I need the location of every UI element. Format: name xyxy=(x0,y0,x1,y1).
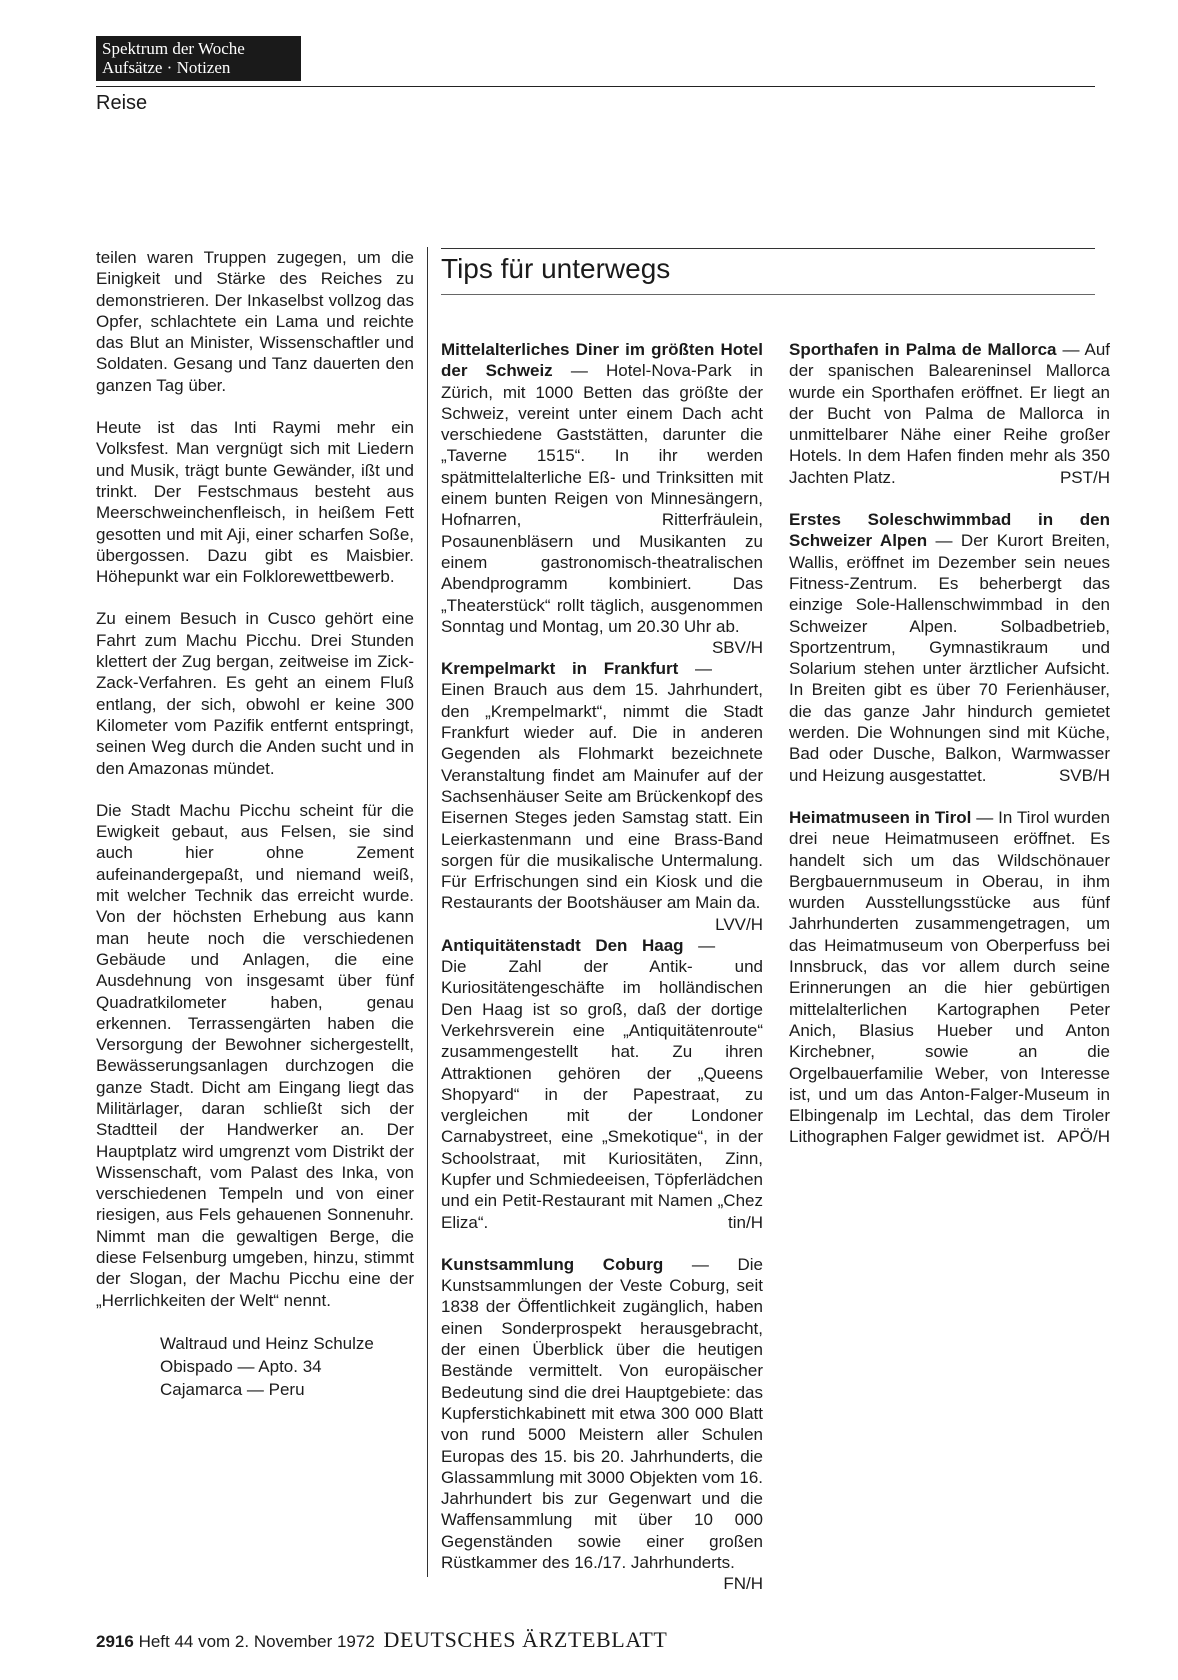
tips-column-left xyxy=(441,339,763,1595)
tip-heading: Sporthafen in Palma de Mallorca xyxy=(789,340,1057,359)
tip-body: — Die Kunstsammlungen der Veste Coburg, seit 1838 der Öffentlichkeit zugänglich, haben einen Sonderprospekt herausgebracht, der einen Überblick über die heutigen Bestände vermittelt. Von europäischer Bedeutung sind die drei Hauptgebiete: das Kupferstichkabinett mit etwa 300 000 Blatt von rund 5000 Meistern aller Schulen Europas des 15. bis 20. Jahrhunderts, die Glassammlung mit 3000 Objekten vom 16. Jahrhundert bis zur Gegenwart und die Waffensammlung mit über 10 000 Gegenständen sowie einer großen Rüstkammer des 16./17. Jahrhunderts. xyxy=(441,1254,763,1573)
tip-item xyxy=(789,509,1110,786)
tip-heading: Heimatmuseen in Tirol xyxy=(789,807,972,827)
tip-heading: Antiquitätenstadt Den Haag xyxy=(441,935,684,955)
tip-source: tin/H xyxy=(728,1212,763,1232)
page-number: 2916 xyxy=(96,1632,134,1651)
tip-source: APÖ/H xyxy=(1057,1127,1110,1147)
tip-body: — Hotel-Nova-Park in Zürich, mit 1000 Betten das größte der Schweiz, vereint unter einem Dach acht verschiedene Gaststätten, darunter die „Taverne 1515“. In ihr werden spätmittelalterliche Eß- und Trinksitten mit einem bunten Reigen von Minnesängern, Hofnarren, Ritterfräulein, Posaunenbläsern und Musikanten zu einem gastronomisch-theatralischen Abendprogramm kombiniert. Das „Theaterstück“ rollt täglich, ausgenommen Sonntag und Montag, um 20.30 Uhr ab. xyxy=(441,361,763,636)
paragraph: Zu einem Besuch in Cusco gehört eine Fahrt zum Machu Picchu. Drei Stunden klettert der Zug bergan, zeitweise im Zick-Zack-Verfahren. Es geht an einem Fluß entlang, der sich, obwohl er keine 300 Kilometer vom Pazifik entfernt entspringt, seinen Weg durch die Anden sucht und in den Amazonas mündet. xyxy=(96,609,414,778)
issue-info: Heft 44 vom 2. November 1972 xyxy=(138,1632,375,1651)
page-footer xyxy=(96,1627,667,1653)
tips-title-rule xyxy=(441,294,1095,295)
tip-source: FN/H xyxy=(723,1574,763,1594)
article-column xyxy=(96,247,414,1401)
journal-name: DEUTSCHES ÄRZTEBLATT xyxy=(383,1627,668,1652)
rubric-line-1: Spektrum der Woche xyxy=(102,39,245,58)
tip-body: — Einen Brauch aus dem 15. Jahrhundert, den „Krempelmarkt“, nimmt die Stadt Frankfurt wieder auf. Die in anderen Gegenden als Flohmarkt bezeichnete Veranstaltung findet am Mainufer auf der Sachsenhäuser Seite am Brückenkopf des Eisernen Steges jeden Samstag statt. Ein Leierkastenmann und eine Brass-Band sorgen für die musikalische Untermalung. Für Erfrischungen sind ein Kiosk und die Restaurants der Bootshäuser am Main da. xyxy=(441,659,763,913)
column-divider xyxy=(427,247,428,1577)
tip-body: — Auf der spanischen Baleareninsel Mallorca wurde ein Sporthafen eröffnet. Er liegt an der Bucht von Palma de Mallorca in unmittelbarer Nähe einer Reihe großer Hotels. In dem Hafen finden mehr als 350 Jachten Platz. xyxy=(789,340,1111,487)
tip-body: — In Tirol wurden drei neue Heimatmuseen eröffnet. Es handelt sich um das Wildschönauer Bergbauernmuseum in Oberau, in ihm wurden Ausstellungsstücke aus fünf Jahrhunderten zusammengetragen, um das Heimatmuseum von Oberperfuss bei Innsbruck, das vor allem durch seine Erinnerungen an die hier gebürtigen mittelalterlichen Kartographen Peter Anich, Blasius Hueber und Anton Kirchebner, sowie an die Orgelbauerfamilie Weber, von Interesse ist, und um das Anton-Falger-Museum in Elbingenalp im Lechtal, das dem Tiroler Lithographen Falger gewidmet ist. xyxy=(789,807,1110,1147)
paragraph: Heute ist das Inti Raymi mehr ein Volksfest. Man vergnügt sich mit Liedern und Musik, trägt bunte Gewänder, ißt und trinkt. Der Festschmaus besteht aus Meerschweinchenfleisch, in heißem Fett gesotten und mit Aji, einer scharfen Soße, übergossen. Dazu gibt es Maisbier. Höhepunkt war ein Folklorewettbewerb. xyxy=(96,418,414,587)
tip-item xyxy=(441,935,763,1233)
author-city: Cajamarca — Peru xyxy=(160,1379,305,1399)
header-rule xyxy=(96,86,1095,87)
tip-item xyxy=(441,339,763,658)
tip-body: — Der Kurort Breiten, Wallis, eröffnet im Dezember sein neues Fitness-Zentrum. Es beherbergt das einzige Sole-Hallenschwimmbad in den Schweizer Alpen. Solbadbetrieb, Sportzentrum, Gymnastikraum und Solarium stehen unter ärztlicher Aufsicht. In Breiten gibt es über 70 Ferienhäuser, die das ganze Jahr hindurch gemietet werden. Die Wohnungen sind mit Küche, Bad oder Dusche, Balkon, Warmwasser und Heizung ausgestattet. xyxy=(789,531,1110,785)
tip-body: — Die Zahl der Antik- und Kuriositätengeschäfte im holländischen Den Haag ist so groß, daß der dortige Verkehrsverein eine „Antiquitätenroute“ zusammengestellt hat. Zu ihren Attraktionen gehören der „Queens Shopyard“ in der Papestraat, zu vergleichen mit der Londoner Carnabystreet, eine „Smekotique“, in der Schoolstraat, mit Kuriositäten, Zinn, Kupfer und Schmiedeeisen, Töpferlädchen und ein Petit-Restaurant mit Namen „Chez Eliza“. xyxy=(441,935,763,1232)
tip-source: SBV/H xyxy=(711,638,763,658)
author-names: Waltraud und Heinz Schulze xyxy=(160,1333,374,1353)
tips-top-rule xyxy=(441,248,1095,249)
paragraph: teilen waren Truppen zugegen, um die Einigkeit und Stärke des Reiches zu demonstrieren. Der Inkaselbst vollzog das Opfer, schlachtete ein Lama und reichte das Blut an Minister, Wissenschaftler und Soldaten. Gesang und Tanz dauerten den ganzen Tag über. xyxy=(96,248,414,395)
tip-source: SVB/H xyxy=(1058,765,1110,785)
rubric-badge xyxy=(96,36,301,81)
tip-heading: Mittelalterliches Diner im größten Hotel der Schweiz xyxy=(441,340,763,381)
tip-source: LVV/H xyxy=(715,914,763,934)
tips-title: Tips für unterwegs xyxy=(441,253,671,284)
tip-item xyxy=(441,1254,763,1594)
tip-item xyxy=(789,807,1110,1148)
tips-column-right xyxy=(789,339,1110,1169)
paragraph: Die Stadt Machu Picchu scheint für die Ewigkeit gebaut, aus Felsen, sie sind auch hier ohne Zement aufeinandergepaßt, und niemand weiß, mit welcher Technik das erreicht wurde. Von der höchsten Erhebung aus kann man heute noch die verschiedenen Gebäude und Anlagen, die eine Ausdehnung von insgesamt über fünf Quadratkilometer haben, genau erkennen. Terrassengärten haben die Versorgung der Bewohner sichergestellt, Bewässerungsanlagen durchzogen die ganze Stadt. Dicht am Eingang liegt das Militärlager, daran schließt sich der Stadtteil der Handwerker an. Der Hauptplatz wird umgrenzt vom Distrikt der Wissenschaft, vom Palast des Inka, von verschiedenen Tempeln und von einer riesigen, aus Fels gehauenen Sonnenuhr. Nimmt man die gewaltigen Berge, die diese Felsenburg umgeben, hinzu, stimmt der Slogan, der Machu Picchu eine der „Herrlichkeiten der Welt“ nennt. xyxy=(96,800,414,1310)
section-title: Reise xyxy=(96,92,148,114)
author-signature xyxy=(160,1332,414,1401)
rubric-line-2: Aufsätze · Notizen xyxy=(102,58,231,77)
tip-item xyxy=(441,658,763,934)
tip-source: PST/H xyxy=(1059,467,1110,487)
tip-item xyxy=(789,339,1110,488)
tip-heading: Kunstsammlung Coburg xyxy=(441,1254,664,1274)
tip-heading: Erstes Soleschwimmbad in den Schweizer Alpen xyxy=(789,510,1110,551)
author-address: Obispado — Apto. 34 xyxy=(160,1356,322,1376)
tip-heading: Krempelmarkt in Frankfurt xyxy=(441,659,679,679)
